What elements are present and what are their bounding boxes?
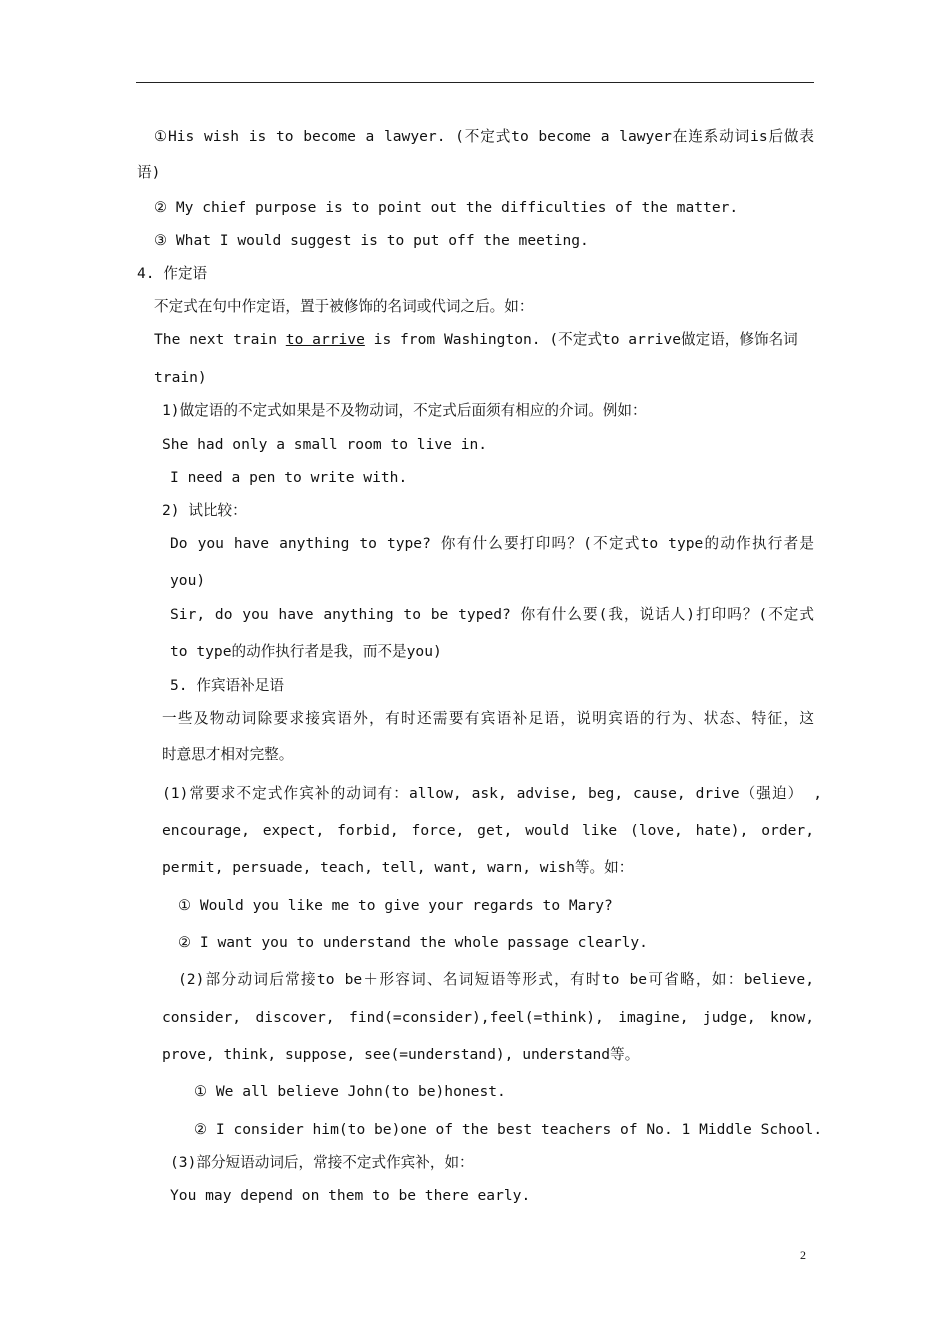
paragraph-line: (2)部分动词后常接to be＋形容词、名词短语等形式，有时to be可省略，如：believe, xyxy=(178,971,814,988)
example-line: ① We all believe John(to be)honest. xyxy=(194,1083,506,1100)
section-heading: 5. 作宾语补足语 xyxy=(170,677,284,694)
example-line: ①His wish is to become a lawyer. (不定式to become a lawyer在连系动词is后做表 xyxy=(154,128,814,145)
example-line: ③ What I would suggest is to put off the meeting. xyxy=(154,232,589,249)
text-run: The next train xyxy=(154,331,286,348)
example-line: You may depend on them to be there early. xyxy=(170,1187,531,1204)
paragraph-line: 一些及物动词除要求接宾语外，有时还需要有宾语补足语，说明宾语的行为、状态、特征，这 xyxy=(162,710,814,727)
example-line: ② I consider him(to be)one of the best teachers of No. 1 Middle School. xyxy=(194,1121,823,1138)
example-line: Do you have anything to type? 你有什么要打印吗？(不定式to type的动作执行者是 xyxy=(170,535,814,552)
example-line: I need a pen to write with. xyxy=(170,469,408,486)
example-line: ① Would you like me to give your regards to Mary? xyxy=(178,897,613,914)
underlined-phrase: to arrive xyxy=(285,331,365,348)
paragraph-line: (1)常要求不定式作宾补的动词有：allow, ask, advise, beg, cause, drive（强迫） , xyxy=(162,785,822,802)
example-line: Sir, do you have anything to be typed? 你有什么要(我，说话人)打印吗？(不定式 xyxy=(170,606,814,623)
example-line: She had only a small room to live in. xyxy=(162,436,488,453)
section-heading: 4. 作定语 xyxy=(137,265,208,282)
example-line: ② My chief purpose is to point out the difficulties of the matter. xyxy=(154,199,739,216)
page-number: 2 xyxy=(800,1248,806,1262)
paragraph-line: 时意思才相对完整。 xyxy=(162,746,294,763)
example-line: to type的动作执行者是我，而不是you) xyxy=(170,643,442,660)
example-line: you) xyxy=(170,572,206,589)
paragraph-line: prove, think, suppose, see(=understand), understand等。 xyxy=(162,1046,640,1063)
paragraph-line: consider, discover, find(=consider),feel(=think), imagine, judge, know, xyxy=(162,1009,814,1026)
example-line xyxy=(154,330,814,350)
paragraph-line: (3)部分短语动词后，常接不定式作宾补，如： xyxy=(170,1154,474,1171)
paragraph-line: encourage, expect, forbid, force, get, would like (love, hate), order, xyxy=(162,822,814,839)
paragraph-line: 不定式在句中作定语，置于被修饰的名词或代词之后。如： xyxy=(154,298,534,315)
text-run: is from Washington. (不定式to arrive做定语，修饰名词 xyxy=(364,331,798,348)
example-line: ② I want you to understand the whole passage clearly. xyxy=(178,934,648,951)
subheading: 2) 试比较： xyxy=(162,502,247,519)
example-line: train) xyxy=(154,369,207,386)
example-line: 语) xyxy=(137,164,161,181)
header-rule xyxy=(136,82,814,83)
paragraph-line: 1)做定语的不定式如果是不及物动词，不定式后面须有相应的介词。例如： xyxy=(162,402,647,419)
paragraph-line: permit, persuade, teach, tell, want, warn, wish等。如： xyxy=(162,859,634,876)
